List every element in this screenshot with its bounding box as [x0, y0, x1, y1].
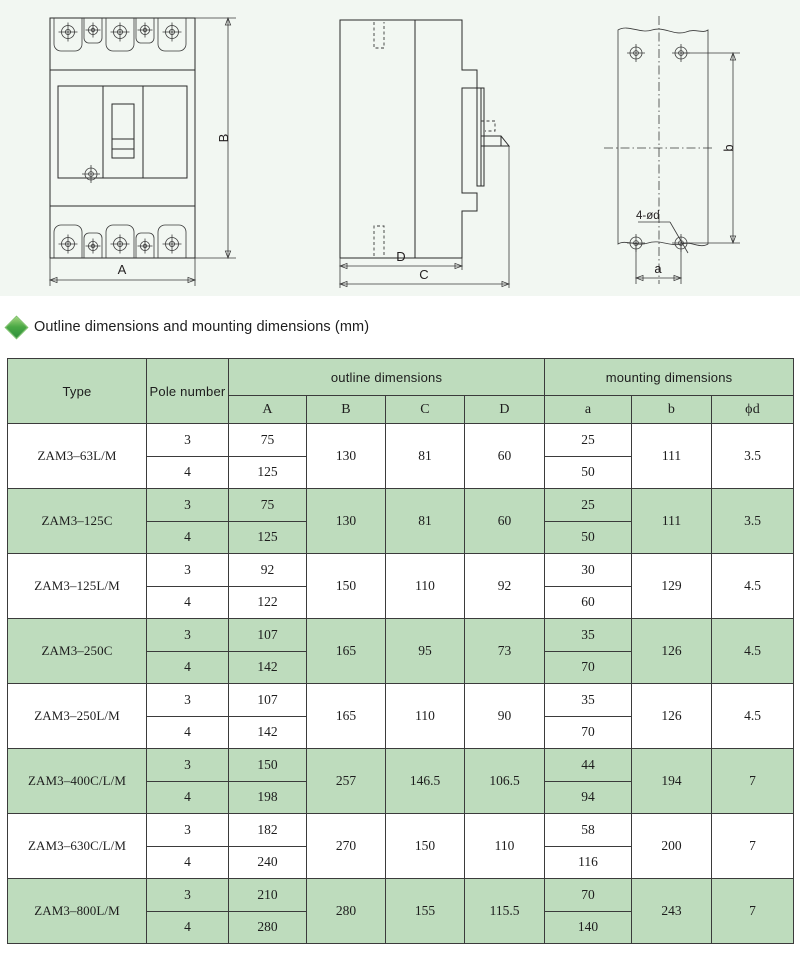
- cell-b: 243: [632, 879, 712, 944]
- mounting-hole-drawing: [600, 8, 795, 293]
- cell-A: 210: [229, 879, 307, 912]
- cell-b: 111: [632, 489, 712, 554]
- cell-poles: 3: [147, 684, 229, 717]
- table-row: [8, 879, 794, 912]
- cell-poles: 3: [147, 879, 229, 912]
- dimension-a: [50, 258, 195, 286]
- cell-b: 129: [632, 554, 712, 619]
- cell-poles: 3: [147, 749, 229, 782]
- cell-b: 194: [632, 749, 712, 814]
- cell-B: 165: [307, 684, 386, 749]
- cell-C: 81: [386, 424, 465, 489]
- header-col-phid: ϕd: [712, 396, 794, 424]
- header-col-a: a: [545, 396, 632, 424]
- cell-a: 50: [545, 521, 632, 554]
- cell-B: 270: [307, 814, 386, 879]
- section-heading: [0, 306, 800, 348]
- cell-poles: 4: [147, 456, 229, 489]
- cell-phid: 3.5: [712, 424, 794, 489]
- cell-a: 116: [545, 846, 632, 879]
- cell-C: 81: [386, 489, 465, 554]
- table-row: [8, 749, 794, 782]
- header-mounting-dimensions: mounting dimensions: [545, 359, 794, 396]
- cell-a: 94: [545, 781, 632, 814]
- cell-a: 70: [545, 879, 632, 912]
- cell-type: ZAM3–630C/L/M: [8, 814, 147, 879]
- side-view-drawing: [322, 8, 547, 293]
- cell-C: 95: [386, 619, 465, 684]
- cell-phid: 7: [712, 814, 794, 879]
- cell-a: 50: [545, 456, 632, 489]
- bottom-terminals: [54, 225, 186, 258]
- cell-poles: 3: [147, 424, 229, 457]
- dimensions-table: [7, 358, 794, 944]
- cell-D: 110: [465, 814, 545, 879]
- cell-poles: 4: [147, 781, 229, 814]
- cell-poles: 4: [147, 521, 229, 554]
- cell-D: 106.5: [465, 749, 545, 814]
- hole-callout-label: 4-ød: [636, 210, 660, 222]
- cell-D: 73: [465, 619, 545, 684]
- cell-A: 107: [229, 684, 307, 717]
- cell-B: 150: [307, 554, 386, 619]
- cell-C: 150: [386, 814, 465, 879]
- cell-b: 111: [632, 424, 712, 489]
- dimension-b: [195, 18, 236, 258]
- cell-D: 92: [465, 554, 545, 619]
- dimension-c: [340, 258, 509, 288]
- cell-a: 30: [545, 554, 632, 587]
- cell-type: ZAM3–125L/M: [8, 554, 147, 619]
- cell-D: 90: [465, 684, 545, 749]
- header-col-D: D: [465, 396, 545, 424]
- cell-a: 44: [545, 749, 632, 782]
- dimension-label-b: B: [216, 133, 231, 143]
- table-row: [8, 814, 794, 847]
- table-row: [8, 619, 794, 652]
- table-header: [8, 359, 794, 424]
- dimension-d: [340, 249, 462, 270]
- cell-A: 182: [229, 814, 307, 847]
- cell-type: ZAM3–250C: [8, 619, 147, 684]
- cell-A: 142: [229, 716, 307, 749]
- cell-A: 125: [229, 456, 307, 489]
- cell-phid: 4.5: [712, 619, 794, 684]
- cell-A: 92: [229, 554, 307, 587]
- cell-type: ZAM3–63L/M: [8, 424, 147, 489]
- cell-A: 75: [229, 489, 307, 522]
- cell-poles: 4: [147, 651, 229, 684]
- dimension-label-b-mount: b: [721, 144, 736, 152]
- cell-D: 60: [465, 424, 545, 489]
- cell-poles: 4: [147, 586, 229, 619]
- cell-poles: 4: [147, 716, 229, 749]
- cell-A: 150: [229, 749, 307, 782]
- cell-B: 257: [307, 749, 386, 814]
- cell-poles: 3: [147, 814, 229, 847]
- cell-poles: 4: [147, 846, 229, 879]
- table-row: [8, 489, 794, 522]
- cell-a: 140: [545, 911, 632, 944]
- cell-C: 155: [386, 879, 465, 944]
- top-terminals: [54, 18, 186, 51]
- header-type: Type: [8, 359, 147, 424]
- cell-phid: 4.5: [712, 684, 794, 749]
- cell-a: 25: [545, 489, 632, 522]
- cell-a: 35: [545, 619, 632, 652]
- cell-type: ZAM3–125C: [8, 489, 147, 554]
- cell-poles: 3: [147, 489, 229, 522]
- cell-B: 130: [307, 424, 386, 489]
- header-col-B: B: [307, 396, 386, 424]
- cell-a: 70: [545, 651, 632, 684]
- cell-a: 60: [545, 586, 632, 619]
- cell-a: 25: [545, 424, 632, 457]
- cell-b: 126: [632, 684, 712, 749]
- header-pole-number: Pole number: [147, 359, 229, 424]
- hole-callout-leader: [638, 222, 688, 253]
- cell-D: 115.5: [465, 879, 545, 944]
- cell-type: ZAM3–800L/M: [8, 879, 147, 944]
- table-body: [8, 424, 794, 944]
- cell-C: 110: [386, 684, 465, 749]
- table-row: [8, 684, 794, 717]
- table-row: [8, 424, 794, 457]
- cell-b: 200: [632, 814, 712, 879]
- cell-type: ZAM3–250L/M: [8, 684, 147, 749]
- table-row: [8, 554, 794, 587]
- cell-b: 126: [632, 619, 712, 684]
- cell-A: 75: [229, 424, 307, 457]
- dimension-label-c: C: [419, 267, 429, 282]
- cell-poles: 4: [147, 911, 229, 944]
- dimension-label-d: D: [396, 249, 406, 264]
- cell-A: 125: [229, 521, 307, 554]
- cell-phid: 3.5: [712, 489, 794, 554]
- cell-C: 146.5: [386, 749, 465, 814]
- breaker-handle: [112, 104, 134, 158]
- header-col-A: A: [229, 396, 307, 424]
- cell-A: 280: [229, 911, 307, 944]
- cell-phid: 7: [712, 879, 794, 944]
- cell-type: ZAM3–400C/L/M: [8, 749, 147, 814]
- cell-phid: 4.5: [712, 554, 794, 619]
- cell-phid: 7: [712, 749, 794, 814]
- cell-D: 60: [465, 489, 545, 554]
- header-col-C: C: [386, 396, 465, 424]
- cell-a: 35: [545, 684, 632, 717]
- cell-poles: 3: [147, 619, 229, 652]
- dimension-a-mount: [636, 243, 681, 284]
- cell-B: 130: [307, 489, 386, 554]
- cell-B: 280: [307, 879, 386, 944]
- cell-a: 70: [545, 716, 632, 749]
- diamond-bullet-icon: [4, 315, 28, 339]
- face-screw: [82, 165, 100, 183]
- cell-poles: 3: [147, 554, 229, 587]
- header-col-b: b: [632, 396, 712, 424]
- cell-B: 165: [307, 619, 386, 684]
- section-title-text: Outline dimensions and mounting dimensions (mm): [34, 319, 370, 335]
- cell-C: 110: [386, 554, 465, 619]
- cell-a: 58: [545, 814, 632, 847]
- cell-A: 198: [229, 781, 307, 814]
- cell-A: 107: [229, 619, 307, 652]
- cell-A: 240: [229, 846, 307, 879]
- front-view-drawing: [40, 8, 290, 293]
- technical-drawings-panel: [0, 0, 800, 296]
- dimension-label-a-mount: a: [654, 261, 662, 276]
- header-outline-dimensions: outline dimensions: [229, 359, 545, 396]
- dimension-label-a: A: [117, 262, 127, 277]
- cell-A: 142: [229, 651, 307, 684]
- cell-A: 122: [229, 586, 307, 619]
